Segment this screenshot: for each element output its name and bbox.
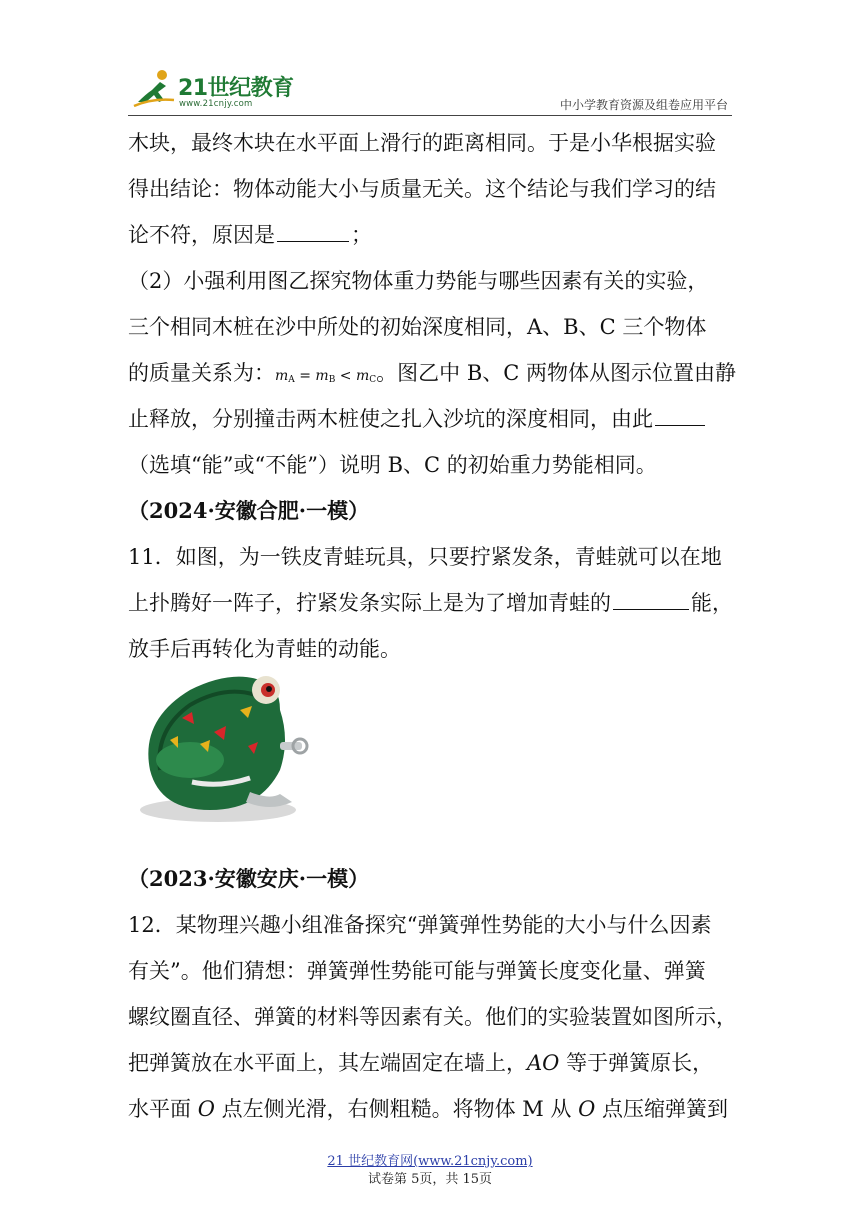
text-line: [128, 212, 738, 258]
section-source: （2024·安徽合肥·一模）: [128, 498, 370, 523]
text-line: [128, 580, 738, 626]
math-var: O: [578, 1097, 596, 1121]
text-span: 止释放，分别撞击两木桩使之扎入沙坑的深度相同，由此: [128, 407, 653, 431]
text-span: 能，: [691, 591, 733, 615]
page-number: 试卷第 5页，共 15页: [367, 1172, 493, 1187]
answer-blank[interactable]: [613, 583, 689, 610]
math-op: =: [294, 368, 316, 384]
question-12: 12．某物理兴趣小组准备探究“弹簧弹性势能的大小与什么因素: [128, 913, 712, 937]
math-var: m: [315, 368, 329, 384]
text-span: ；: [351, 223, 372, 247]
text-span: 点左侧光滑，右侧粗糙。将物体 M 从: [214, 1097, 579, 1121]
text-line: [128, 1086, 738, 1132]
math-var: m: [355, 368, 370, 384]
text-span: 点压缩弹簧到: [595, 1097, 729, 1121]
brand-url: www.21cnjy.com: [179, 99, 253, 109]
document-body: [128, 120, 738, 1132]
runner-logo-icon: [132, 68, 176, 108]
header-divider: [128, 115, 732, 116]
text-span: 等于弹簧原长，: [559, 1051, 714, 1075]
tin-frog-toy-image: [130, 660, 310, 830]
platform-name: 中小学教育资源及组卷应用平台: [559, 98, 728, 112]
question-11: 11．如图，为一铁皮青蛙玩具，只要拧紧发条，青蛙就可以在地: [128, 545, 722, 569]
text-span: 。图乙中 B、C 两物体从图示位置由静: [376, 361, 736, 385]
math-var: AO: [527, 1051, 560, 1075]
text-line: （选填“能”或“不能”）说明 B、C 的初始重力势能相同。: [128, 453, 657, 477]
text-line: [128, 350, 738, 396]
text-line: 得出结论：物体动能大小与质量无关。这个结论与我们学习的结: [128, 177, 716, 201]
text-line: 木块，最终木块在水平面上滑行的距离相同。于是小华根据实验: [128, 131, 716, 155]
logo: [132, 68, 302, 112]
section-source: （2023·安徽安庆·一模）: [128, 866, 370, 891]
text-line: 三个相同木桩在沙中所处的初始深度相同，A、B、C 三个物体: [128, 315, 707, 339]
page-header: [128, 62, 732, 120]
text-span: 的质量关系为：: [128, 361, 275, 385]
text-span: 把弹簧放在水平面上，其左端固定在墙上，: [128, 1051, 527, 1075]
text-line: 有关”。他们猜想：弹簧弹性势能可能与弹簧长度变化量、弹簧: [128, 959, 706, 983]
math-sub: A: [288, 375, 295, 385]
answer-blank[interactable]: [655, 399, 705, 426]
math-op: <: [335, 368, 356, 384]
text-span: 论不符，原因是: [128, 223, 275, 247]
math-var: O: [197, 1097, 215, 1121]
math-sub: B: [328, 375, 336, 385]
footer-link[interactable]: 21 世纪教育网(www.21cnjy.com): [327, 1154, 533, 1169]
answer-blank[interactable]: [277, 215, 349, 242]
text-line: [128, 1040, 738, 1086]
text-span: 上扑腾好一阵子，拧紧发条实际上是为了增加青蛙的: [128, 591, 611, 615]
text-line: [128, 396, 738, 442]
mass-relation-formula: [275, 368, 376, 384]
text-line: 螺纹圈直径、弹簧的材料等因素有关。他们的实验装置如图所示，: [128, 1005, 737, 1029]
math-var: m: [275, 368, 289, 384]
text-line: （2）小强利用图乙探究物体重力势能与哪些因素有关的实验，: [128, 269, 709, 293]
brand-name: 21世纪教育: [178, 76, 294, 101]
text-line: 放手后再转化为青蛙的动能。: [128, 637, 401, 661]
text-span: 水平面: [128, 1097, 198, 1121]
math-sub: C: [369, 375, 377, 385]
